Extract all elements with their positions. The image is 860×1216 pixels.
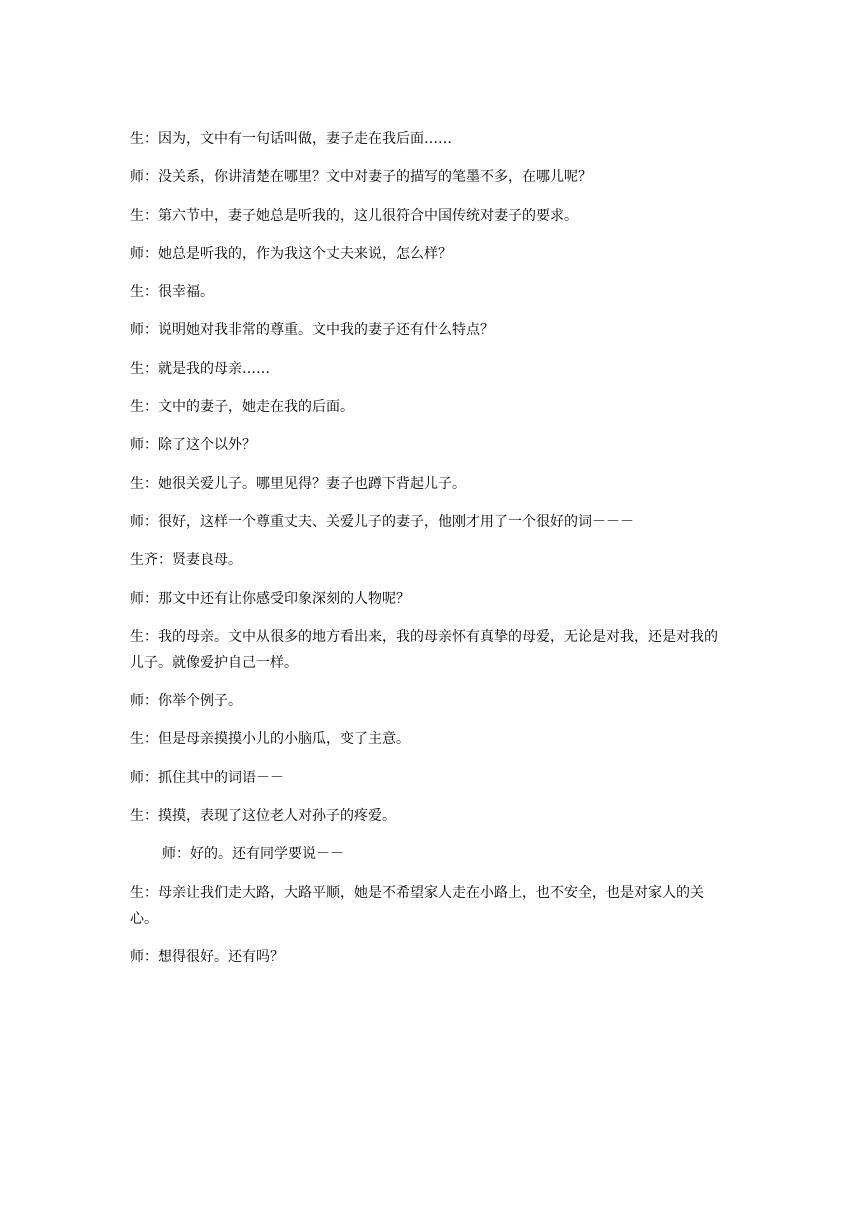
dialogue-line: 生：我的母亲。文中从很多的地方看出来，我的母亲怀有真挚的母爱，无论是对我，还是对我的儿子。就像爱护自己一样。 bbox=[130, 628, 718, 671]
dialogue-line: 生：但是母亲摸摸小儿的小脑瓜，变了主意。 bbox=[130, 731, 410, 748]
dialogue-line: 师：你举个例子。 bbox=[130, 693, 242, 710]
dialogue-line: 师：那文中还有让你感受印象深刻的人物呢？ bbox=[130, 590, 410, 607]
dialogue-line: 生：文中的妻子，她走在我的后面。 bbox=[130, 399, 354, 416]
dialogue-line: 生：很幸福。 bbox=[130, 284, 214, 301]
dialogue-line: 师：很好，这样一个尊重丈夫、关爱儿子的妻子，他刚才用了一个很好的词－－－ bbox=[130, 513, 634, 530]
dialogue-line: 师：除了这个以外？ bbox=[130, 437, 256, 454]
dialogue-line-indented: 师：好的。还有同学要说－－ bbox=[162, 846, 344, 863]
dialogue-line: 师：说明她对我非常的尊重。文中我的妻子还有什么特点？ bbox=[130, 322, 494, 339]
dialogue-line: 师：想得很好。还有吗？ bbox=[130, 948, 284, 965]
dialogue-line: 生：因为，文中有一句话叫做，妻子走在我后面…… bbox=[130, 131, 452, 147]
dialogue-line: 生：就是我的母亲…… bbox=[130, 360, 270, 377]
dialogue-line: 生：她很关爱儿子。哪里见得？妻子也蹲下背起儿子。 bbox=[130, 475, 466, 492]
dialogue-body bbox=[130, 126, 730, 982]
dialogue-line: 师：抓住其中的词语－－ bbox=[130, 769, 284, 786]
dialogue-line: 师：没关系，你讲清楚在哪里？文中对妻子的描写的笔墨不多，在哪儿呢？ bbox=[130, 169, 592, 186]
dialogue-line: 生：第六节中，妻子她总是听我的，这儿很符合中国传统对妻子的要求。 bbox=[130, 207, 578, 224]
dialogue-line: 生：摸摸，表现了这位老人对孙子的疼爱。 bbox=[130, 808, 396, 825]
dialogue-line: 师：她总是听我的，作为我这个丈夫来说，怎么样？ bbox=[130, 245, 452, 262]
dialogue-line: 生齐：贤妻良母。 bbox=[130, 552, 242, 569]
dialogue-line: 生：母亲让我们走大路，大路平顺，她是不希望家人走在小路上，也不安全，也是对家人的关心。 bbox=[130, 884, 704, 927]
